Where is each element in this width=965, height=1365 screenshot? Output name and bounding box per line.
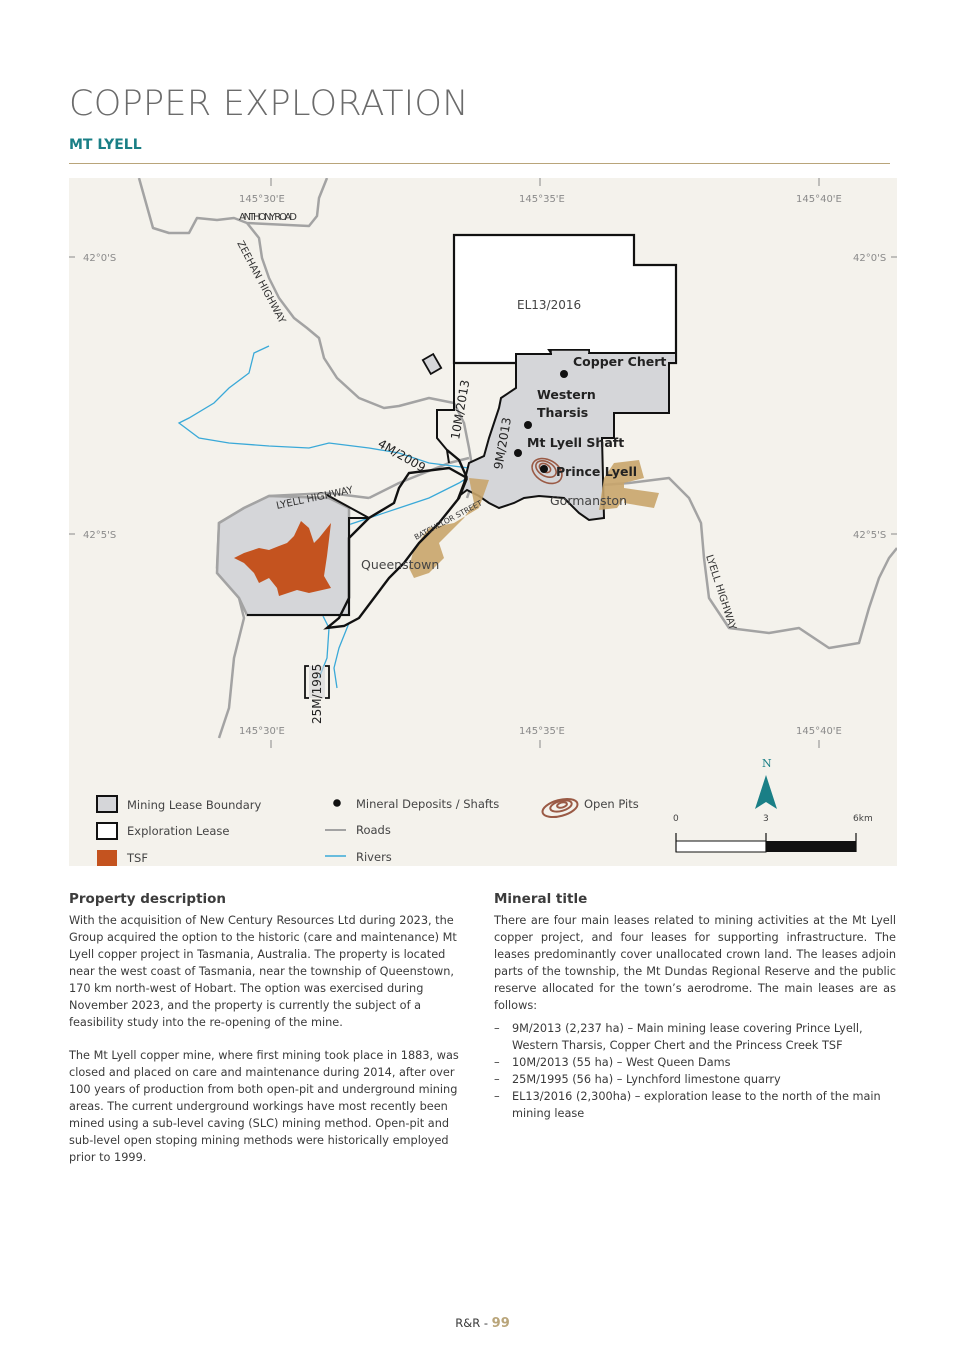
page-footer <box>0 1316 965 1331</box>
svg-text:Tharsis: Tharsis <box>537 405 589 420</box>
svg-text:ZEEHAN HIGHWAY: ZEEHAN HIGHWAY <box>234 239 288 326</box>
property-description-heading: Property description <box>69 891 227 907</box>
svg-text:Prince Lyell: Prince Lyell <box>556 464 638 479</box>
svg-text:Mt Lyell Shaft: Mt Lyell Shaft <box>527 435 625 450</box>
property-description-paragraph-2: The Mt Lyell copper mine, where first mining took place in 1883, was closed and placed on care and maintenance during 2014, after over 100 years of production from both open-pit and underground mining areas. The current underground workings have most recently been mined using a sub-level caving (SLC) mining method. Open-pit and sub-level open stoping mining methods were historically employed prior to 1999. <box>69 1049 459 1164</box>
svg-text:42°0'S: 42°0'S <box>83 253 117 264</box>
legend-open-pit-icon <box>541 796 580 821</box>
svg-text:Copper Chert: Copper Chert <box>573 354 667 369</box>
svg-text:LYELL HIGHWAY: LYELL HIGHWAY <box>703 553 738 632</box>
svg-text:ANTHONY ROAD: ANTHONY ROAD <box>239 212 297 223</box>
header-divider <box>69 163 890 164</box>
svg-text:Gormanston: Gormanston <box>550 493 627 508</box>
svg-text:42°5'S: 42°5'S <box>83 530 117 541</box>
list-item: – 10M/2013 (55 ha) – West Queen Dams <box>494 1056 731 1069</box>
svg-text:145°35'E: 145°35'E <box>519 726 565 737</box>
legend-tsf-swatch <box>97 850 117 866</box>
location-map <box>69 178 897 866</box>
svg-text:BATCHELOR STREET: BATCHELOR STREET <box>412 498 484 542</box>
scale-bar <box>673 814 873 852</box>
page-title: COPPER EXPLORATION <box>69 84 469 124</box>
legend-deposit-icon <box>333 799 341 807</box>
svg-text:42°0'S: 42°0'S <box>853 253 887 264</box>
list-item: – EL13/2016 (2,300ha) – exploration lease to the north of the main mining lease <box>494 1090 881 1120</box>
svg-text:Mineral Deposits / Shafts: Mineral Deposits / Shafts <box>356 797 500 811</box>
map-legend <box>97 796 639 866</box>
svg-text:Mining Lease Boundary: Mining Lease Boundary <box>127 798 262 812</box>
lease-list <box>494 1020 904 1122</box>
svg-text:Open Pits: Open Pits <box>584 797 639 811</box>
list-item: – 25M/1995 (56 ha) – Lynchford limestone quarry <box>494 1073 781 1086</box>
svg-text:145°30'E: 145°30'E <box>239 726 285 737</box>
lease-label-10m-2013: 10M/2013 <box>448 378 473 441</box>
svg-text:LYELL HIGHWAY: LYELL HIGHWAY <box>275 484 355 512</box>
svg-text:3: 3 <box>763 814 769 824</box>
page-number: 99 <box>491 1316 510 1331</box>
legend-mining-lease-swatch <box>97 796 117 812</box>
svg-text:TSF: TSF <box>127 851 148 865</box>
svg-text:145°30'E: 145°30'E <box>239 194 285 205</box>
list-item: – 9M/2013 (2,237 ha) – Main mining lease covering Prince Lyell, Western Tharsis, Copper Chert and the Princess Creek TSF <box>494 1022 863 1052</box>
lease-label-25m-1995: 25M/1995 <box>310 663 324 724</box>
section-subtitle: MT LYELL <box>69 137 142 153</box>
svg-text:Western: Western <box>537 387 596 402</box>
svg-text:Queenstown: Queenstown <box>361 557 440 572</box>
svg-text:Exploration Lease: Exploration Lease <box>127 824 230 838</box>
legend-exploration-swatch <box>97 823 117 839</box>
svg-text:0: 0 <box>673 814 679 824</box>
svg-text:Rivers: Rivers <box>356 850 392 864</box>
svg-text:42°5'S: 42°5'S <box>853 530 887 541</box>
svg-text:6km: 6km <box>853 814 873 824</box>
lease-label-el13-2016: EL13/2016 <box>517 298 582 312</box>
lease-label-4m-2009: 4M/2009 <box>375 436 429 475</box>
footer-section: R&R - <box>455 1316 492 1330</box>
svg-text:Roads: Roads <box>356 823 391 837</box>
access-road-4m-2009 <box>327 450 467 628</box>
svg-text:N: N <box>762 757 772 770</box>
lease-10m-2013-block <box>423 354 441 374</box>
mineral-title-heading: Mineral title <box>494 891 588 907</box>
svg-text:145°35'E: 145°35'E <box>519 194 565 205</box>
svg-text:145°40'E: 145°40'E <box>796 726 842 737</box>
mineral-title-paragraph: There are four main leases related to mining activities at the Mt Lyell copper project, and four leases for supporting infrastructure. The leases predominantly cover unallocated crown land. The leases adjoin parts of the township, the Mt Dundas Regional Reserve and the public reserve allocated for the town’s aerodrome. The main leases are as follows: <box>494 914 896 1012</box>
north-arrow-icon <box>755 757 777 809</box>
svg-text:145°40'E: 145°40'E <box>796 194 842 205</box>
lease-label-9m-2013: 9M/2013 <box>491 416 515 471</box>
property-description-paragraph-1: With the acquisition of New Century Resources Ltd during 2023, the Group acquired the option to the historic (care and maintenance) Mt Lyell copper project in Tasmania, Australia. The property is located near the west coast of Tasmania, near the township of Queenstown, 170 km north-west of Hobart. The option was exercised during November 2023, and the property is currently the subject of a feasibility study into the re-opening of the mine. <box>69 914 457 1029</box>
